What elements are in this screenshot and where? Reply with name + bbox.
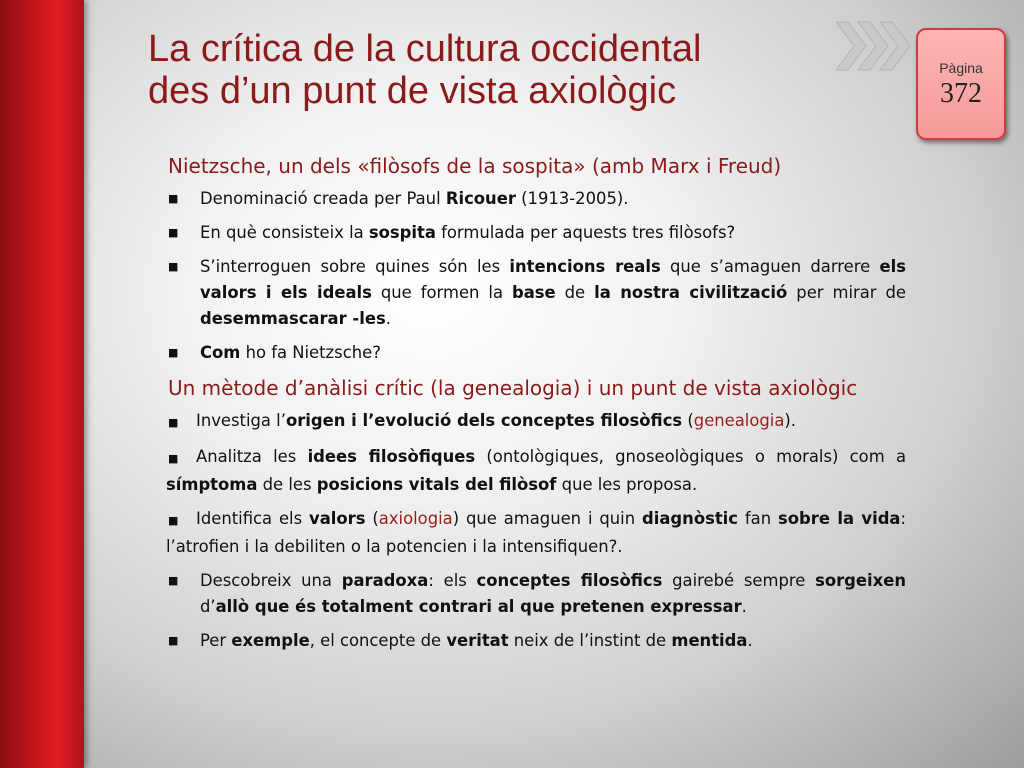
bold-text: símptoma	[166, 475, 258, 494]
bold-text: conceptes filosòfics	[476, 571, 663, 590]
text: (1913-2005).	[515, 189, 629, 208]
square-bullet-icon: ■	[168, 452, 179, 465]
bold-text: sospita	[368, 223, 436, 242]
list-item	[166, 408, 906, 436]
text: .	[385, 309, 391, 328]
text: formulada per aquests tres filòsofs?	[435, 223, 736, 242]
text: Investiga l’	[196, 411, 286, 430]
text: (	[365, 509, 379, 528]
bullet-list-genealogia	[166, 408, 906, 654]
list-item	[166, 568, 906, 620]
bold-text: els valors i els ideals	[200, 257, 906, 302]
highlighted-term: genealogia	[693, 411, 785, 430]
text: Denominació creada per Paul	[200, 189, 446, 208]
square-bullet-icon: ■	[168, 226, 179, 239]
list-item	[166, 628, 906, 654]
bold-text: desemmascarar -les	[200, 309, 386, 328]
section-heading-genealogia: Un mètode d’anàlisi crític (la genealogia) i un punt de vista axiològic	[168, 376, 858, 400]
text: Identifica els	[196, 509, 310, 528]
text: fan	[738, 509, 778, 528]
slide-title	[148, 28, 848, 112]
text: .	[747, 631, 753, 650]
text: (ontològiques, gnoseològiques o morals) com a	[475, 447, 906, 466]
bold-text: Com	[200, 343, 241, 362]
list-item	[166, 220, 906, 246]
text: que les proposa.	[556, 475, 698, 494]
text: : els	[428, 571, 477, 590]
text: : l’atrofien i la debiliten o la potencien i la intensifiquen?.	[166, 509, 907, 556]
page-label: Pàgina	[939, 60, 983, 76]
bold-text: la nostra civilització	[594, 283, 788, 302]
text: de	[555, 283, 595, 302]
text: ho fa Nietzsche?	[240, 343, 381, 362]
slide-title-line-1: La crítica de la cultura occidental	[148, 28, 702, 70]
square-bullet-icon: ■	[168, 346, 179, 359]
text: ) que amaguen i quin	[452, 509, 643, 528]
square-bullet-icon: ■	[168, 192, 179, 205]
square-bullet-icon: ■	[168, 416, 179, 429]
text: Descobreix una	[200, 571, 342, 590]
text: que s’amaguen darrere	[660, 257, 880, 276]
bold-text: sobre la vida	[778, 509, 901, 528]
text: , el concepte de	[309, 631, 447, 650]
bold-text: base	[511, 283, 556, 302]
square-bullet-icon: ■	[168, 574, 179, 587]
text: ).	[784, 411, 796, 430]
text: S’interroguen sobre quines són les	[200, 257, 510, 276]
list-item	[166, 254, 906, 332]
bold-text: origen i l’evolució dels conceptes filosòfics	[285, 411, 683, 430]
highlighted-term: axiologia	[378, 509, 453, 528]
slide-title-line-2: des d’un punt de vista axiològic	[148, 70, 677, 112]
chevrons-right-icon	[836, 18, 916, 74]
text: que formen la	[371, 283, 512, 302]
text: per mirar de	[787, 283, 907, 302]
bold-text: paradoxa	[341, 571, 429, 590]
text: En què consisteix la	[200, 223, 369, 242]
list-item	[166, 340, 906, 366]
text: de les	[257, 475, 317, 494]
bullet-list-sospita	[166, 186, 906, 366]
text: (	[682, 411, 694, 430]
bold-text: diagnòstic	[642, 509, 739, 528]
text: d’	[200, 597, 216, 616]
slide-content	[166, 152, 906, 662]
bold-text: intencions reals	[509, 257, 661, 276]
list-item	[166, 444, 906, 498]
bold-text: veritat	[446, 631, 509, 650]
section-heading-sospita: Nietzsche, un dels «filòsofs de la sospita» (amb Marx i Freud)	[168, 154, 782, 178]
square-bullet-icon: ■	[168, 514, 179, 527]
bold-text: Ricouer	[445, 189, 516, 208]
page-number: 372	[940, 78, 982, 109]
bold-text: mentida	[671, 631, 748, 650]
list-item	[166, 506, 906, 560]
red-sidebar	[0, 0, 84, 768]
square-bullet-icon: ■	[168, 260, 179, 273]
list-item	[166, 186, 906, 212]
text: Analitza les	[196, 447, 308, 466]
bold-text: sorgeixen	[815, 571, 907, 590]
bold-text: valors	[309, 509, 366, 528]
bold-text: posicions vitals del filòsof	[316, 475, 557, 494]
bold-text: idees filosòfiques	[307, 447, 476, 466]
text: Per	[200, 631, 232, 650]
text: .	[741, 597, 747, 616]
text: gairebé sempre	[662, 571, 816, 590]
bold-text: exemple	[231, 631, 310, 650]
square-bullet-icon: ■	[168, 634, 179, 647]
page-badge	[916, 28, 1006, 140]
text: neix de l’instint de	[508, 631, 672, 650]
bold-text: allò que és totalment contrari al que pretenen expressar	[215, 597, 742, 616]
